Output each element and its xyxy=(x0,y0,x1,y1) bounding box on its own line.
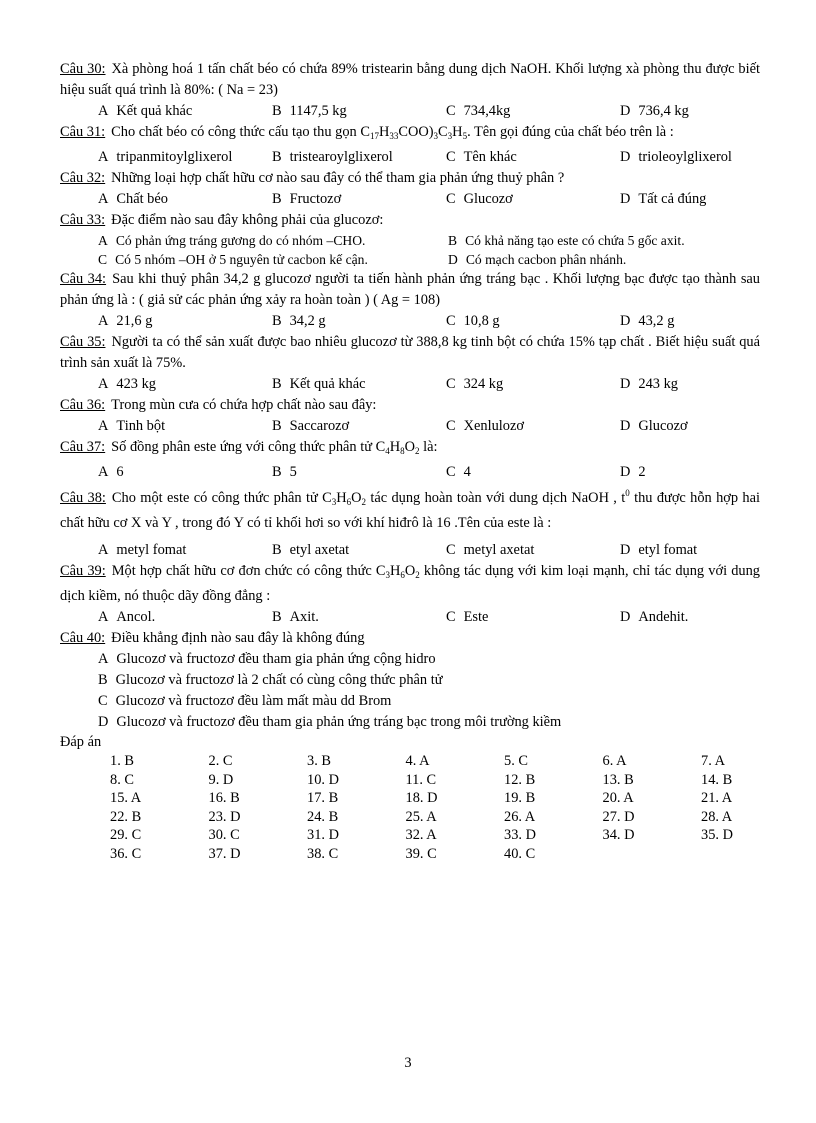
answer-item: 29. C xyxy=(110,827,142,843)
option-b: B Saccarozơ xyxy=(272,418,350,434)
answer-item: 5. C xyxy=(504,753,528,769)
answer-item: 14. B xyxy=(701,771,733,788)
question-number: Câu 40: xyxy=(60,630,106,646)
answer-item: 32. A xyxy=(405,827,437,843)
option-b: B tristearoylglixerol xyxy=(272,149,393,165)
question-stem: Một hợp chất hữu cơ đơn chức có công thức $C_3H_6O_2$ không tác dụng với kim loại mạnh, chỉ tác dụng với dung dịch kiềm, nó thuộc dãy đồng đẳng : xyxy=(60,563,760,604)
question-stem: Số đồng phân este ứng với công thức phân tử $C_4H_8O_2$ là: xyxy=(111,439,438,456)
question-number: Câu 36: xyxy=(60,397,106,413)
answer-item: 2. C xyxy=(208,753,233,769)
answer-item: 36. C xyxy=(110,845,142,862)
option-a: A metyl fomat xyxy=(98,542,187,558)
question-stem: Điều khẳng định nào sau đây là không đúng xyxy=(111,630,365,646)
question-stem: Cho chất béo có công thức cấu tạo thu gọn $C_{17}H_{33}COO)_3C_3H_5$. Tên gọi đúng của chất béo trên là : xyxy=(111,124,674,141)
question-31 xyxy=(60,122,760,168)
option-b: B Có khả năng tạo este có chứa 5 gốc axit. xyxy=(448,233,685,248)
answer-item: 6. A xyxy=(602,753,627,769)
question-number: Câu 38: xyxy=(60,490,106,506)
option-d: D Có mạch cacbon phân nhánh. xyxy=(448,252,627,267)
option-a: A Chất béo xyxy=(98,191,168,207)
option-d: D Tất cả đúng xyxy=(620,191,707,207)
answer-item: 7. A xyxy=(701,753,725,769)
option-d: D 243 kg xyxy=(620,376,678,392)
answer-item: 26. A xyxy=(504,808,536,825)
question-40 xyxy=(60,628,760,733)
option-b: B Axit. xyxy=(272,609,319,625)
option-b: B 1147,5 kg xyxy=(272,103,347,119)
option-a: A 6 xyxy=(98,464,124,480)
question-39 xyxy=(60,561,760,628)
answer-item: 22. B xyxy=(110,808,142,825)
option-b: B 34,2 g xyxy=(272,313,326,329)
option-a: A Có phản ứng tráng gương do có nhóm –CHO. xyxy=(98,233,366,248)
question-35 xyxy=(60,332,760,395)
option-d: D Glucozơ xyxy=(620,418,688,434)
page-number: 3 xyxy=(404,1055,412,1071)
answer-item: 31. D xyxy=(307,827,339,843)
question-stem: Những loại hợp chất hữu cơ nào sau đây có thể tham gia phản ứng thuỷ phân ? xyxy=(111,170,565,186)
question-number: Câu 32: xyxy=(60,170,106,186)
question-number: Câu 34: xyxy=(60,271,107,287)
question-number: Câu 39: xyxy=(60,563,106,579)
answer-item: 11. C xyxy=(405,771,437,788)
answer-item: 12. B xyxy=(504,771,536,788)
option-c: C 734,4kg xyxy=(446,103,511,119)
option-c: C 10,8 g xyxy=(446,313,500,329)
option-a: A 21,6 g xyxy=(98,313,153,329)
answer-item: 34. D xyxy=(602,827,635,843)
option-c: C metyl axetat xyxy=(446,542,535,558)
question-33 xyxy=(60,210,760,269)
option-c: C Tên khác xyxy=(446,149,517,165)
question-number: Câu 35: xyxy=(60,334,106,350)
option-b: B 5 xyxy=(272,464,297,480)
answer-item: 38. C xyxy=(307,845,339,862)
question-36 xyxy=(60,395,760,437)
answer-item: 16. B xyxy=(208,790,240,806)
option-b: B Fructozơ xyxy=(272,191,342,207)
option-d: D etyl fomat xyxy=(620,542,698,558)
option-a: A Ancol. xyxy=(98,609,156,625)
question-number: Câu 30: xyxy=(60,61,106,77)
answer-item: 40. C xyxy=(504,845,536,862)
answer-key-title: Đáp án xyxy=(60,734,102,750)
answer-item: 25. A xyxy=(405,808,437,825)
answer-item: 10. D xyxy=(307,771,339,788)
option-c: C 4 xyxy=(446,464,471,480)
option-a: A Tinh bột xyxy=(98,418,166,434)
option-a: A tripanmitoylglixerol xyxy=(98,149,233,165)
question-stem: Người ta có thể sản xuất được bao nhiêu glucozơ từ 388,8 kg tinh bột có chứa 15% tạp chất . Biết hiệu suất quá trình sản xuất là 75%. xyxy=(60,334,760,371)
answer-item: 27. D xyxy=(602,808,635,825)
option-c: C Xenlulozơ xyxy=(446,418,524,434)
question-37 xyxy=(60,437,760,483)
answer-key-grid xyxy=(60,752,760,863)
answer-item: 3. B xyxy=(307,753,331,769)
answer-item: 8. C xyxy=(110,771,134,788)
question-stem: Xà phòng hoá 1 tấn chất béo có chứa 89% tristearin bằng dung dịch NaOH. Khối lượng xà phòng thu được biết hiệu suất quá trình là 80%: ( Na = 23) xyxy=(60,61,760,98)
answer-item: 20. A xyxy=(602,790,634,806)
option-d: D Andehit. xyxy=(620,609,689,625)
answer-item: 19. B xyxy=(504,790,536,806)
answer-item: 33. D xyxy=(504,827,536,843)
answer-item: 15. A xyxy=(110,790,142,806)
option-b: B etyl axetat xyxy=(272,542,350,558)
option-b: B Glucozơ và fructozơ là 2 chất có cùng công thức phân tử xyxy=(98,672,443,688)
option-d: D Glucozơ và fructozơ đều tham gia phản ứng tráng bạc trong môi trường kiềm xyxy=(98,714,562,730)
answer-item: 13. B xyxy=(602,771,634,788)
option-d: D 2 xyxy=(620,464,646,480)
exam-page xyxy=(60,59,760,863)
answer-item: 1. B xyxy=(110,753,134,769)
answer-item: 30. C xyxy=(208,827,240,843)
option-c: C Glucozơ và fructozơ đều làm mất màu dd Brom xyxy=(98,693,392,709)
option-a: A 423 kg xyxy=(98,376,156,392)
option-d: D 736,4 kg xyxy=(620,103,689,119)
answer-item: 24. B xyxy=(307,808,339,825)
option-d: D trioleoylglixerol xyxy=(620,149,732,165)
question-stem: Đặc điểm nào sau đây không phải của glucozơ: xyxy=(111,212,384,228)
option-a: A Kết quả khác xyxy=(98,103,193,119)
question-stem: Sau khi thuỷ phân 34,2 g glucozơ người ta tiến hành phản ứng tráng bạc . Khối lượng bạc được tạo thành sau phản ứng là : ( giả sử các phản ứng xảy ra hoàn toàn ) ( Ag = 108) xyxy=(60,271,760,308)
option-a: A Glucozơ và fructozơ đều tham gia phản ứng cộng hidro xyxy=(98,651,436,667)
answer-item: 9. D xyxy=(208,771,234,788)
answer-item: 23. D xyxy=(208,808,241,825)
question-number: Câu 37: xyxy=(60,439,106,455)
answer-item: 4. A xyxy=(405,753,430,769)
answer-item: 35. D xyxy=(701,827,733,843)
option-c: C Glucozơ xyxy=(446,191,513,207)
question-number: Câu 33: xyxy=(60,212,106,228)
answer-item: 17. B xyxy=(307,790,339,806)
question-number: Câu 31: xyxy=(60,124,106,140)
question-30 xyxy=(60,59,760,122)
option-c: C 324 kg xyxy=(446,376,504,392)
question-32 xyxy=(60,168,760,210)
option-c: C Có 5 nhóm –OH ở 5 nguyên tử cacbon kế cận. xyxy=(98,252,368,267)
question-38 xyxy=(60,483,760,561)
option-c: C Este xyxy=(446,609,489,625)
answer-item: 18. D xyxy=(405,790,438,806)
answer-item: 28. A xyxy=(701,808,733,825)
answer-item: 39. C xyxy=(405,845,437,862)
option-b: B Kết quả khác xyxy=(272,376,366,392)
answer-item: 21. A xyxy=(701,790,733,806)
option-d: D 43,2 g xyxy=(620,313,675,329)
answer-item: 37. D xyxy=(208,845,241,862)
question-stem: Trong mùn cưa có chứa hợp chất nào sau đây: xyxy=(111,397,377,413)
question-34 xyxy=(60,269,760,332)
question-stem: Cho một este có công thức phân tử $C_3H_6O_2$ tác dụng hoàn toàn với dung dịch NaOH , $t^0$ thu được hỗn hợp hai chất hữu cơ X và Y , trong đó Y có tỉ khối hơi so với khí hiđrô là 16 .Tên của este là : xyxy=(60,488,760,531)
